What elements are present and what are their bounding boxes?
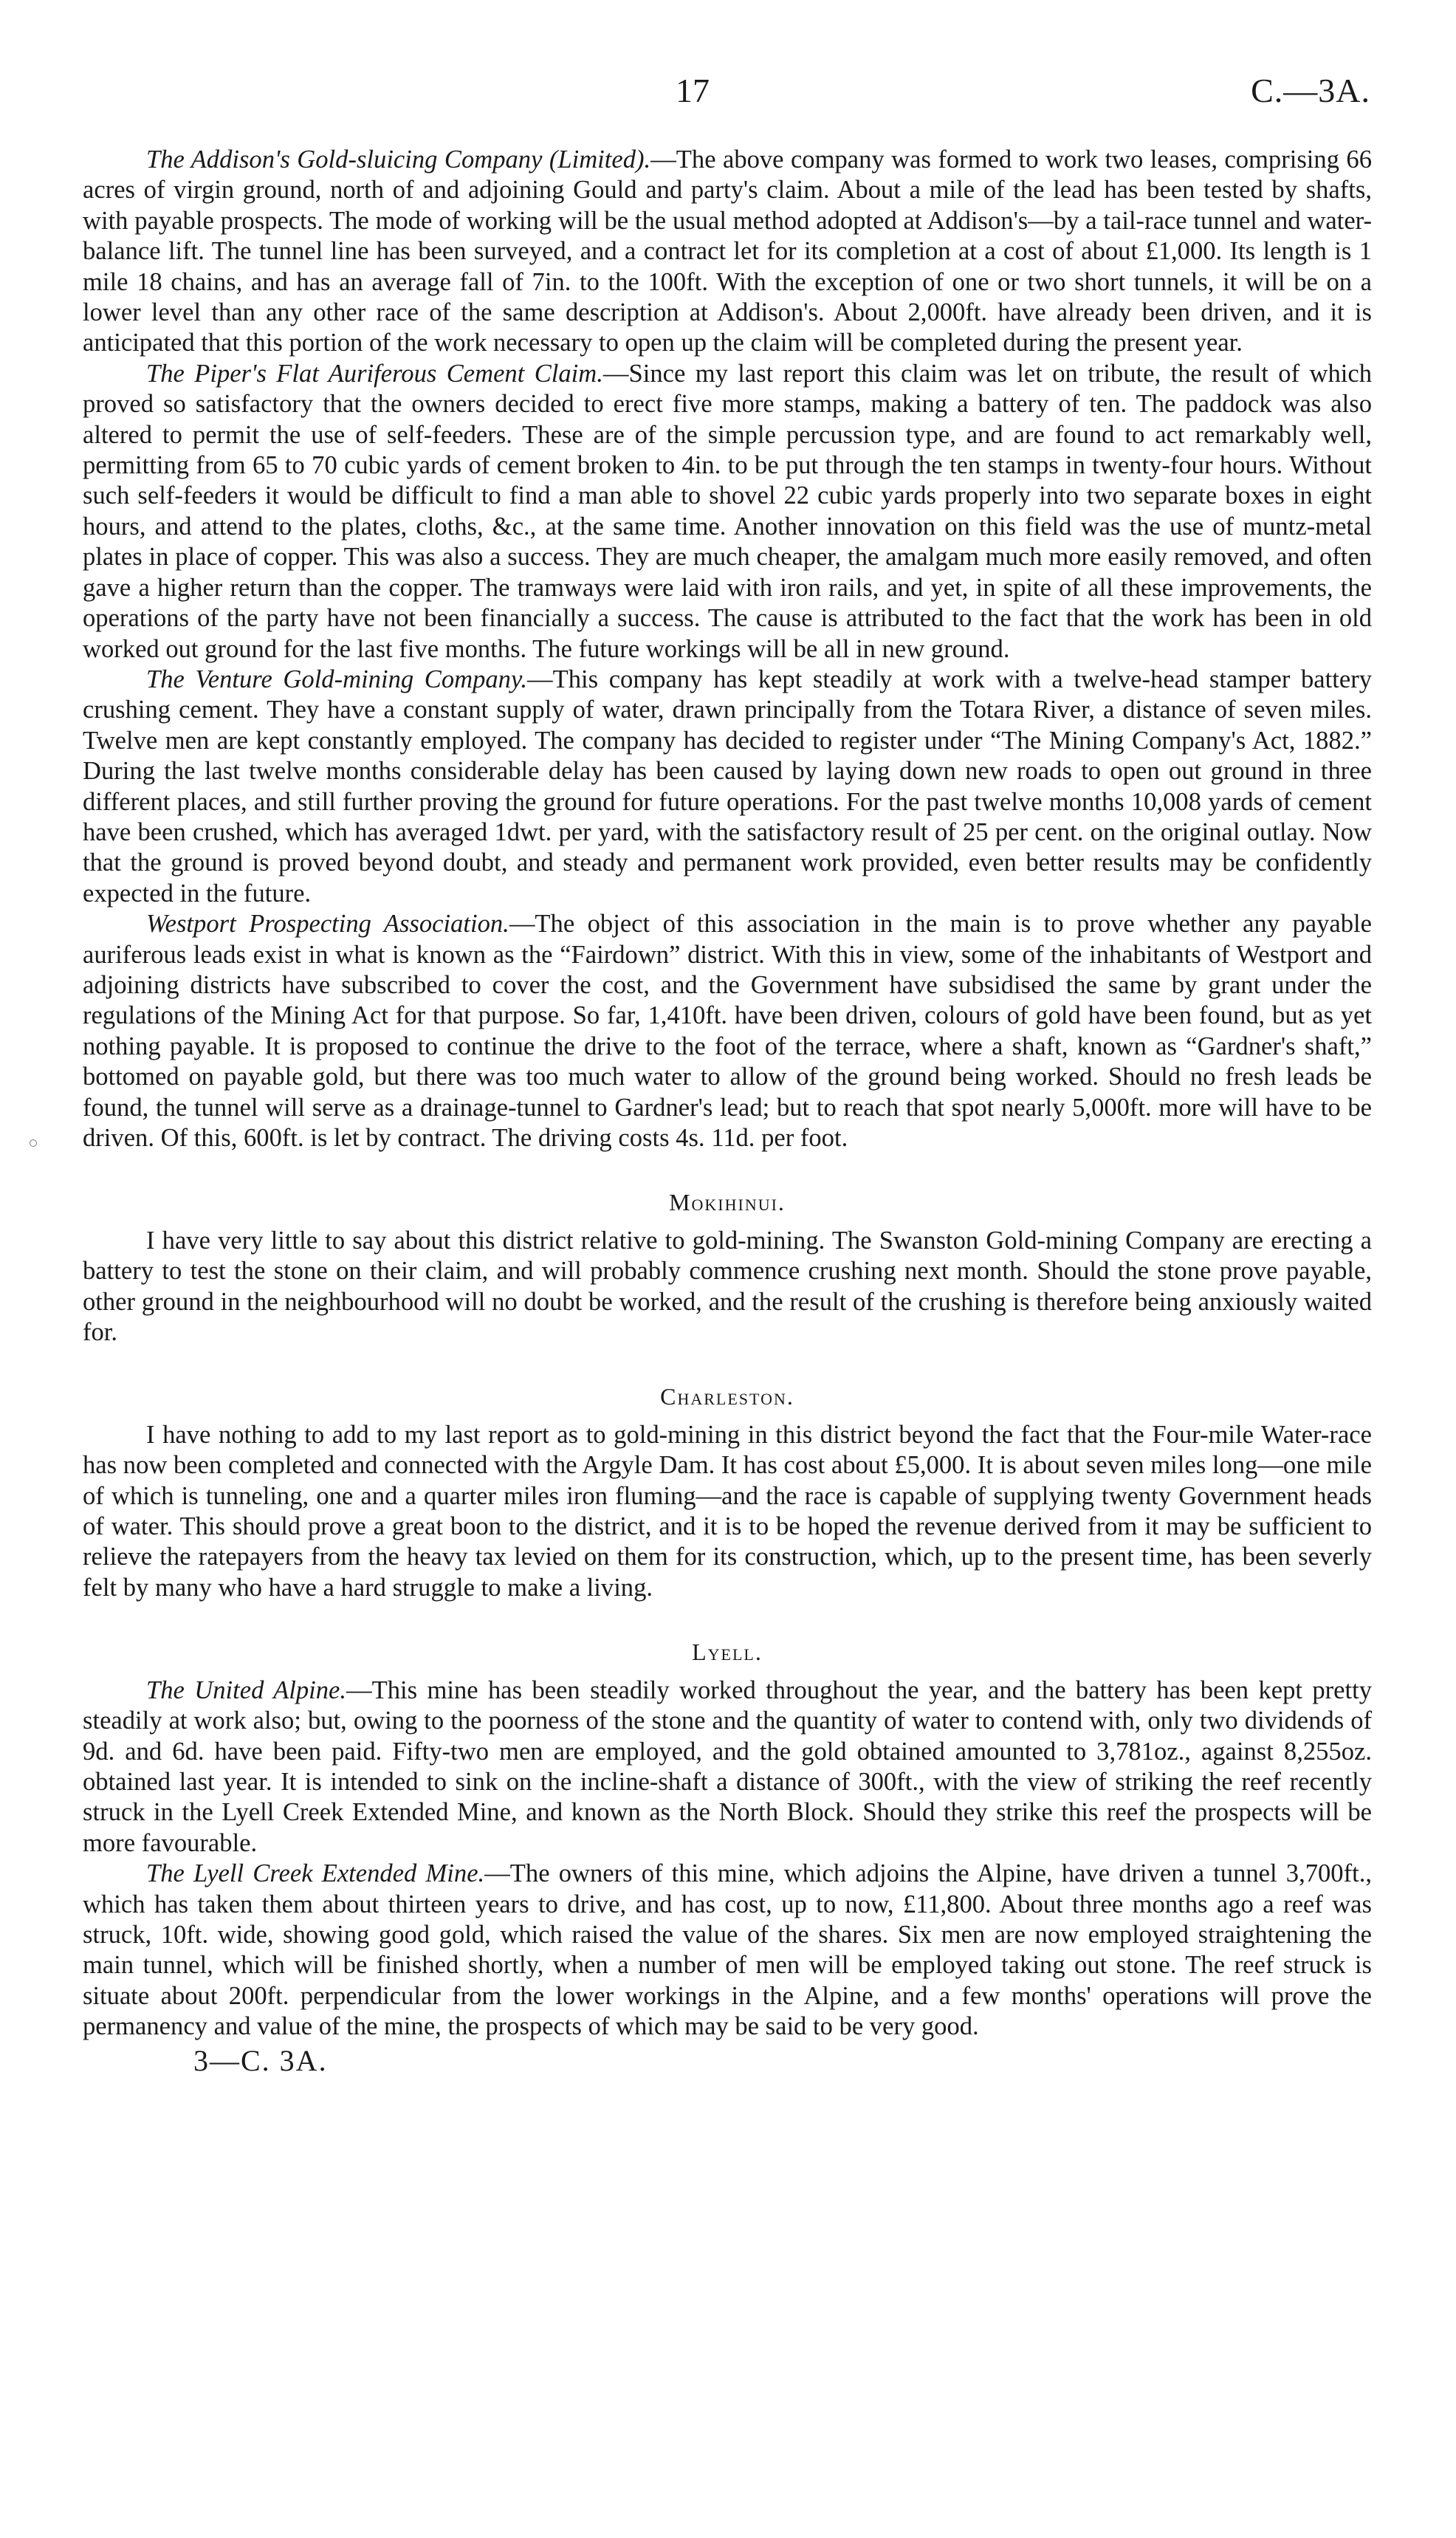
section-heading-mokihinui: Mokihinui.: [669, 1189, 786, 1216]
paragraph-title: Westport Prospecting Association.: [146, 910, 509, 939]
paragraph-charleston: [83, 1420, 1372, 1603]
paragraph-text: I have very little to say about this district relative to gold-mining. The Swanston Gold-mining Company are erecting a battery to test the stone on their claim, and will probably commence crushing next month. Should the stone prove payable, other ground in the neighbourhood will no doubt be worked, and the result of the crushing is therefore being anxiously waited for.: [83, 1226, 1372, 1347]
margin-mark: [30, 1139, 37, 1147]
paragraph-text: —The owners of this mine, which adjoins the Alpine, have driven a tunnel 3,700ft., which has taken them about thirteen years to drive, and has cost, up to now, £11,800. About three months ago a reef was struck, 10ft. wide, showing good gold, which raised the value of the shares. Six men are now employed straightening the main tunnel, which will be finished shortly, when a number of men will be employed taking out stone. The reef struck is situate about 200ft. perpendicular from the lower workings in the Alpine, and a few months' operations will prove the permanency and value of the mine, the prospects of which may be said to be very good.: [83, 1859, 1372, 2041]
paragraph-title: The Addison's Gold-sluicing Company (Limited).: [146, 145, 651, 174]
page-header: [0, 71, 1456, 115]
paragraph-text: —The above company was formed to work two leases, comprising 66 acres of virgin ground, north of and adjoining Gould and party's claim. About a mile of the lead has been tested by shafts, with payable prospects. The mode of working will be the usual method adopted at Addison's—by a tail-race tunnel and water-balance lift. The tunnel line has been surveyed, and a contract let for its completion at a cost of about £1,000. Its length is 1 mile 18 chains, and has an average fall of 7in. to the 100ft. With the exception of one or two short tunnels, it will be on a lower level than any other race of the same description at Addison's. About 2,000ft. have already been driven, and it is anticipated that this portion of the work necessary to open up the claim will be completed during the present year.: [83, 145, 1372, 357]
paragraph-westport-prospecting: [83, 909, 1372, 1153]
paragraph-united-alpine: [83, 1676, 1372, 1859]
paragraph-text: —This mine has been steadily worked throughout the year, and the battery has been kept pretty steadily at work also; but, owing to the poorness of the stone and the quantity of water to contend with, only two dividends of 9d. and 6d. have been paid. Fifty-two men are employed, and the gold obtained amounted to 3,781oz., against 8,255oz. obtained last year. It is intended to sink on the incline-shaft a distance of 300ft., with the view of striking the reef recently struck in the Lyell Creek Extended Mine, and known as the North Block. Should they strike this reef the prospects will be more favourable.: [83, 1676, 1372, 1857]
paragraph-title: The Piper's Flat Auriferous Cement Claim.: [146, 359, 603, 388]
paragraph-lyell-creek-extended: [83, 1859, 1372, 2042]
paragraph-text: —This company has kept steadily at work with a twelve-head stamper battery crushing cement. They have a constant supply of water, drawn principally from the Totara River, a distance of seven miles. Twelve men are kept constantly employed. The company has decided to register under “The Mining Company's Act, 1882.” During the last twelve months considerable delay has been caused by laying down new roads to open out ground in three different places, and still further proving the ground for future operations. For the past twelve months 10,008 yards of cement have been crushed, which has averaged 1dwt. per yard, with the satisfactory result of 25 per cent. on the original outlay. Now that the ground is proved beyond doubt, and steady and permanent work provided, even better results may be confidently expected in the future.: [83, 665, 1372, 908]
sheet-signature: 3—C. 3A.: [193, 2043, 328, 2077]
paragraph-venture-company: [83, 665, 1372, 909]
section-heading-charleston: Charleston.: [660, 1383, 794, 1410]
document-reference: C.—3A.: [1251, 72, 1370, 109]
paragraph-mokihinui: [83, 1226, 1372, 1348]
paragraph-title: The United Alpine.: [146, 1676, 347, 1704]
page-number: 17: [676, 72, 710, 109]
paragraph-addisons-company: [83, 145, 1372, 359]
section-heading-lyell: Lyell.: [692, 1639, 763, 1666]
document-body: [83, 145, 1372, 2076]
paragraph-text: —Since my last report this claim was let on tribute, the result of which proved so satisfactory that the owners decided to erect five more stamps, making a battery of ten. The paddock was also altered to permit the use of self-feeders. These are of the simple percussion type, and are found to act remarkably well, permitting from 65 to 70 cubic yards of cement broken to 4in. to be put through the ten stamps in twenty-four hours. Without such self-feeders it would be difficult to find a man able to shovel 22 cubic yards properly into two separate boxes in eight hours, and attend to the plates, cloths, &c., at the same time. Another innovation on this field was the use of muntz-metal plates in place of copper. This was also a success. They are much cheaper, the amalgam much more easily removed, and often gave a higher return than the copper. The tramways were laid with iron rails, and yet, in spite of all these improvements, the operations of the party have not been financially a success. The cause is attributed to the fact that the work has been in old worked out ground for the last five months. The future workings will be all in new ground.: [83, 359, 1372, 663]
paragraph-text: I have nothing to add to my last report as to gold-mining in this district beyond the fact that the Four-mile Water-race has now been completed and connected with the Argyle Dam. It has cost about £5,000. It is about seven miles long—one mile of which is tunneling, one and a quarter miles iron fluming—and the race is capable of supplying twenty Government heads of water. This should prove a great boon to the district, and it is to be hoped the revenue derived from it may be sufficient to relieve the ratepayers from the heavy tax levied on them for its construction, which, up to the present time, has been severly felt by many who have a hard struggle to make a living.: [83, 1420, 1372, 1602]
paragraph-pipers-flat: [83, 359, 1372, 665]
paragraph-title: The Venture Gold-mining Company.: [146, 665, 528, 693]
paragraph-text: —The object of this association in the main is to prove whether any payable auriferous leads exist in what is known as the “Fairdown” district. With this in view, some of the inhabitants of Westport and adjoining districts have subscribed to cover the cost, and the Government have subsidised the same by grant under the regulations of the Mining Act for that purpose. So far, 1,410ft. have been driven, colours of gold have been found, but as yet nothing payable. It is proposed to continue the drive to the foot of the terrace, where a shaft, known as “Gardner's shaft,” bottomed on payable gold, but there was too much water to allow of the ground being worked. Should no fresh leads be found, the tunnel will serve as a drainage-tunnel to Gardner's lead; but to reach that spot nearly 5,000ft. more will have to be driven. Of this, 600ft. is let by contract. The driving costs 4s. 11d. per foot.: [83, 910, 1372, 1152]
paragraph-title: The Lyell Creek Extended Mine.: [146, 1859, 485, 1888]
